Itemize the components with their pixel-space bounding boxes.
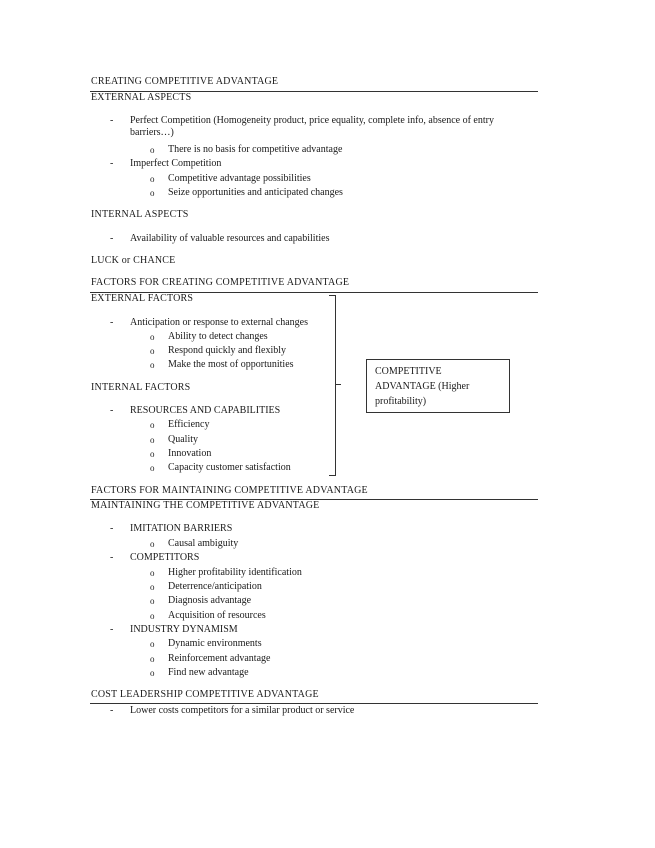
sub-list-item: Causal ambiguity — [168, 538, 239, 549]
sub-list-item: Dynamic environments — [168, 638, 262, 649]
dash-marker: - — [110, 552, 114, 563]
section-heading-external-aspects: EXTERNAL ASPECTS — [91, 92, 192, 103]
list-item: INDUSTRY DYNAMISM — [130, 624, 238, 635]
circle-bullet: o — [150, 420, 155, 430]
circle-bullet: o — [150, 435, 155, 445]
sub-list-item: Higher profitability identification — [168, 567, 302, 578]
dash-marker: - — [110, 705, 114, 716]
circle-bullet: o — [150, 654, 155, 664]
grouping-bracket — [329, 295, 336, 476]
sub-list-item: Innovation — [168, 448, 212, 459]
dash-marker: - — [110, 624, 114, 635]
sub-list-item: Seize opportunities and anticipated changes — [168, 187, 343, 198]
sub-list-item: Efficiency — [168, 419, 210, 430]
circle-bullet: o — [150, 346, 155, 356]
section-heading-luck: LUCK or CHANCE — [91, 255, 176, 266]
circle-bullet: o — [150, 145, 155, 155]
section-title-factors-creating: FACTORS FOR CREATING COMPETITIVE ADVANTAGE — [91, 277, 350, 288]
dash-marker: - — [110, 158, 114, 169]
dash-marker: - — [110, 405, 114, 416]
sub-list-item: Quality — [168, 434, 198, 445]
sub-list-item: Respond quickly and flexibly — [168, 345, 287, 356]
sub-list-item: Acquisition of resources — [168, 610, 266, 621]
list-item: RESOURCES AND CAPABILITIES — [130, 405, 281, 416]
dash-marker: - — [110, 233, 114, 244]
list-item: Anticipation or response to external changes — [130, 317, 308, 328]
sub-list-item: There is no basis for competitive advantage — [168, 144, 343, 155]
sub-list-item: Capacity customer satisfaction — [168, 462, 291, 473]
divider — [90, 91, 538, 92]
list-item: Lower costs competitors for a similar product or service — [130, 705, 355, 716]
circle-bullet: o — [150, 449, 155, 459]
list-item: Availability of valuable resources and capabilities — [130, 233, 330, 244]
section-heading-internal-factors: INTERNAL FACTORS — [91, 382, 191, 393]
sub-list-item: Diagnosis advantage — [168, 595, 252, 606]
circle-bullet: o — [150, 596, 155, 606]
circle-bullet: o — [150, 332, 155, 342]
sub-list-item: Ability to detect changes — [168, 331, 268, 342]
divider — [90, 703, 538, 704]
section-heading-internal-aspects: INTERNAL ASPECTS — [91, 209, 189, 220]
list-item: COMPETITORS — [130, 552, 200, 563]
circle-bullet: o — [150, 539, 155, 549]
list-item: Perfect Competition (Homogeneity product, price equality, complete info, absence of entry barriers…) — [130, 115, 494, 138]
circle-bullet: o — [150, 188, 155, 198]
circle-bullet: o — [150, 360, 155, 370]
dash-marker: - — [110, 317, 114, 328]
circle-bullet: o — [150, 582, 155, 592]
circle-bullet: o — [150, 668, 155, 678]
page-title: CREATING COMPETITIVE ADVANTAGE — [91, 76, 279, 87]
list-item: IMITATION BARRIERS — [130, 523, 233, 534]
section-title-cost-leadership: COST LEADERSHIP COMPETITIVE ADVANTAGE — [91, 689, 319, 700]
sub-list-item: Deterrence/anticipation — [168, 581, 262, 592]
circle-bullet: o — [150, 174, 155, 184]
sub-list-item: Reinforcement advantage — [168, 653, 271, 664]
sub-list-item: Competitive advantage possibilities — [168, 173, 311, 184]
circle-bullet: o — [150, 463, 155, 473]
dash-marker: - — [110, 523, 114, 534]
sub-list-item: Find new advantage — [168, 667, 249, 678]
list-item: Imperfect Competition — [130, 158, 222, 169]
bracket-tick — [335, 384, 341, 385]
section-title-factors-maintaining: FACTORS FOR MAINTAINING COMPETITIVE ADVANTAGE — [91, 485, 368, 496]
section-heading-external-factors: EXTERNAL FACTORS — [91, 293, 194, 304]
circle-bullet: o — [150, 639, 155, 649]
circle-bullet: o — [150, 611, 155, 621]
section-heading-maintaining: MAINTAINING THE COMPETITIVE ADVANTAGE — [91, 500, 320, 511]
dash-marker: - — [110, 115, 114, 126]
circle-bullet: o — [150, 568, 155, 578]
competitive-advantage-callout: COMPETITIVE ADVANTAGE (Higher profitability) — [366, 359, 510, 413]
sub-list-item: Make the most of opportunities — [168, 359, 294, 370]
